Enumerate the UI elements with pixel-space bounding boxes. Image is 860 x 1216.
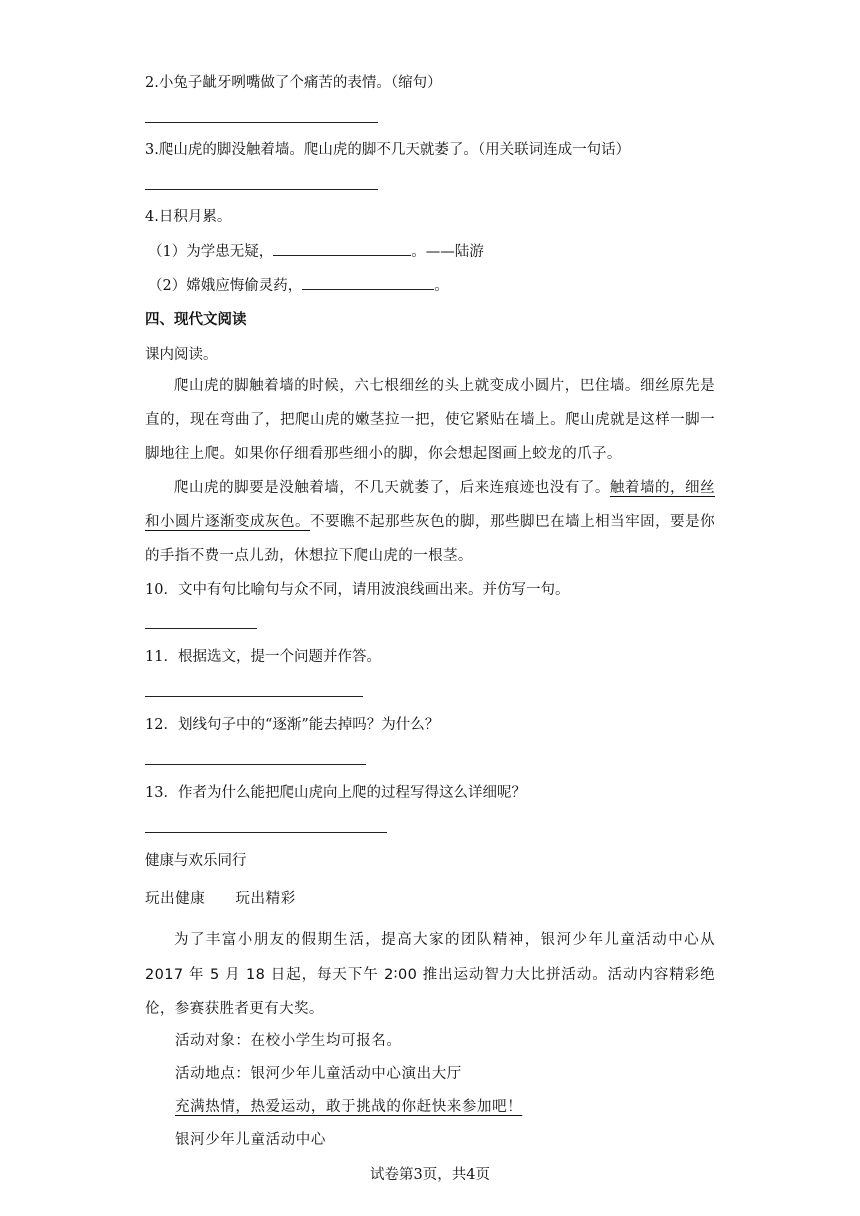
fill-blank-2 (302, 275, 434, 290)
slogan-a: 玩出健康 (145, 891, 206, 907)
answer-line-q10 (145, 628, 257, 629)
question-13: 13．作者为什么能把爬山虎向上爬的过程写得这么详细呢？ (145, 785, 526, 801)
reading-1-paragraph-1: 爬山虎的脚触着墙的时候，六七根细丝的头上就变成小圆片，巴住墙。细丝原先是直的，现在弯曲了，把爬山虎的嫩茎拉一把，使它紧贴在墙上。爬山虎就是这样一脚一脚地往上爬。如果你仔细看那些细小的脚，你会想起图画上蛟龙的爪子。 (145, 378, 715, 462)
answer-line-q11 (145, 696, 363, 697)
q4-item1-suffix: 。——陆游 (411, 244, 484, 260)
p2-after: 不要瞧不起那些灰色的脚，那些脚巴在墙上相当牢固，要是你的手指不费一点儿劲，休想拉下爬山虎的一根茎。 (145, 514, 715, 564)
answer-line-q13 (145, 832, 387, 833)
reading-1-label: 课内阅读。 (145, 347, 218, 363)
question-11: 11．根据选文，提一个问题并作答。 (145, 649, 381, 665)
underlined-sentence: 触着墙的，细丝和小圆片逐渐变成灰色。 (145, 480, 715, 530)
activity-place: 活动地点：银河少年儿童活动中心演出大厅 (175, 1066, 462, 1082)
q4-item1-prefix: （1）为学患无疑， (148, 244, 274, 260)
section-title-reading: 四、现代文阅读 (145, 312, 247, 328)
reading-1-paragraph-2 (145, 471, 715, 573)
answer-line-q3 (145, 189, 378, 190)
page-footer: 试卷第3页，共4页 (370, 1167, 490, 1183)
question-4-item-1 (148, 241, 484, 262)
activity-call: 充满热情，热爱运动，敢于挑战的你赶快来参加吧！ (175, 1099, 523, 1115)
reading-2-slogan (145, 889, 296, 909)
question-10: 10．文中有句比喻句与众不同，请用波浪线画出来。并仿写一句。 (145, 582, 570, 598)
fill-blank-1 (273, 241, 411, 256)
activity-organizer: 银河少年儿童活动中心 (175, 1132, 326, 1148)
question-4-title: 4.日积月累。 (145, 209, 232, 225)
slogan-b: 玩出精彩 (235, 891, 296, 907)
activity-target: 活动对象：在校小学生均可报名。 (175, 1033, 402, 1049)
question-3: 3.爬山虎的脚没触着墙。爬山虎的脚不几天就萎了。（用关联词连成一句话） (145, 142, 631, 158)
p2-before: 爬山虎的脚要是没触着墙，不几天就萎了，后来连痕迹也没有了。 (174, 480, 610, 496)
q4-item2-suffix: 。 (434, 278, 449, 294)
q4-item2-prefix: （2）嫦娥应悔偷灵药， (148, 278, 303, 294)
answer-line-q12 (145, 764, 366, 765)
reading-2-paragraph-1: 为了丰富小朋友的假期生活，提高大家的团队精神，银河少年儿童活动中心从 2017 年 5 月 18 日起，每天下午 2∶00 推出运动智力大比拼活动。活动内容精彩绝伦，参赛获胜者更有大奖。 (145, 932, 715, 1017)
answer-line-q2 (145, 122, 378, 123)
question-2: 2.小兔子龇牙咧嘴做了个痛苦的表情。（缩句） (145, 75, 442, 91)
question-4-item-2 (148, 275, 449, 296)
question-12: 12．划线句子中的“逐渐”能去掉吗？为什么？ (145, 717, 440, 733)
reading-2-title: 健康与欢乐同行 (145, 853, 247, 869)
